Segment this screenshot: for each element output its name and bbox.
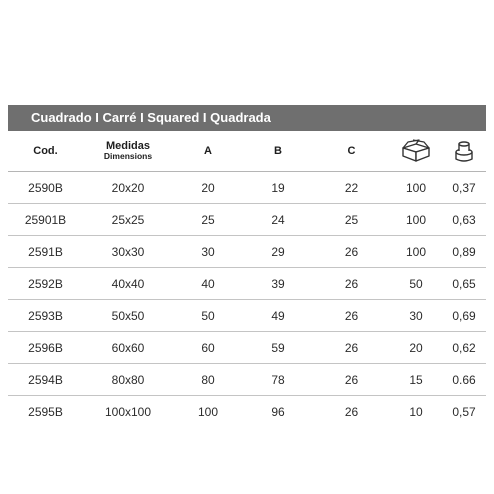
cell-c: 22 [313, 172, 390, 204]
cell-unit: 0,65 [442, 268, 486, 300]
cell-medidas: 25x25 [83, 204, 173, 236]
cell-medidas: 30x30 [83, 236, 173, 268]
cell-c: 25 [313, 204, 390, 236]
table-row [8, 364, 486, 396]
cell-b: 59 [243, 332, 313, 364]
cell-b: 96 [271, 404, 285, 419]
product-table-section [8, 105, 486, 427]
col-header-cod: Cod. [8, 131, 83, 172]
col-header-medidas-label: Medidas [105, 140, 150, 152]
cell-unit: 0,89 [442, 236, 486, 268]
col-header-medidas [83, 131, 173, 172]
table-row [8, 172, 486, 204]
table-row [8, 268, 486, 300]
cell-unit: 0,57 [452, 404, 476, 419]
cell-medidas: 80x80 [83, 364, 173, 396]
cell-cod: 2590B [8, 172, 83, 204]
cell-c: 26 [313, 364, 390, 396]
cell-box: 10 [409, 404, 423, 419]
cell-medidas: 100x100 [104, 404, 152, 419]
cell-unit: 0,62 [442, 332, 486, 364]
cell-a: 30 [173, 236, 243, 268]
cell-a: 50 [173, 300, 243, 332]
cell-cod: 25901B [8, 204, 83, 236]
cell-box: 100 [390, 204, 442, 236]
table-row [8, 236, 486, 268]
cell-unit: 0,63 [442, 204, 486, 236]
cell-c: 26 [313, 332, 390, 364]
cell-b: 19 [243, 172, 313, 204]
cell-cod: 2593B [8, 300, 83, 332]
table-row [8, 396, 486, 428]
cell-box: 15 [390, 364, 442, 396]
cell-box: 100 [390, 236, 442, 268]
cell-cod: 2594B [8, 364, 83, 396]
cell-box: 30 [390, 300, 442, 332]
cell-unit: 0,37 [442, 172, 486, 204]
col-header-box [390, 131, 442, 172]
cell-cod: 2592B [8, 268, 83, 300]
cell-b: 49 [243, 300, 313, 332]
cell-c: 26 [344, 404, 359, 419]
cell-a: 20 [173, 172, 243, 204]
cell-cod: 2596B [8, 332, 83, 364]
cell-b: 78 [243, 364, 313, 396]
cell-box: 20 [390, 332, 442, 364]
table-header-row [8, 131, 486, 172]
product-table [8, 131, 486, 427]
cell-cod: 2595B [28, 404, 63, 419]
cell-unit: 0.66 [442, 364, 486, 396]
col-header-b: B [243, 131, 313, 172]
table-row [8, 204, 486, 236]
cell-medidas: 60x60 [83, 332, 173, 364]
cell-medidas: 50x50 [83, 300, 173, 332]
cell-a: 100 [197, 404, 219, 419]
table-title: Cuadrado I Carré I Squared I Quadrada [8, 105, 486, 131]
cell-box: 100 [390, 172, 442, 204]
cell-b: 39 [243, 268, 313, 300]
col-header-a: A [173, 131, 243, 172]
cell-b: 24 [243, 204, 313, 236]
cell-c: 26 [313, 236, 390, 268]
table-row [8, 300, 486, 332]
cell-a: 40 [173, 268, 243, 300]
cell-unit: 0,69 [442, 300, 486, 332]
box-icon [390, 139, 442, 163]
cell-a: 25 [173, 204, 243, 236]
cell-c: 26 [313, 300, 390, 332]
cell-medidas: 20x20 [83, 172, 173, 204]
container-icon [442, 139, 486, 163]
col-header-c: C [313, 131, 390, 172]
col-header-unit [442, 131, 486, 172]
cell-a: 60 [173, 332, 243, 364]
cell-box: 50 [390, 268, 442, 300]
table-row [8, 332, 486, 364]
cell-c: 26 [313, 268, 390, 300]
cell-a: 80 [173, 364, 243, 396]
cell-medidas: 40x40 [83, 268, 173, 300]
cell-cod: 2591B [8, 236, 83, 268]
col-header-dimensions-label: Dimensions [103, 151, 153, 161]
cell-b: 29 [243, 236, 313, 268]
